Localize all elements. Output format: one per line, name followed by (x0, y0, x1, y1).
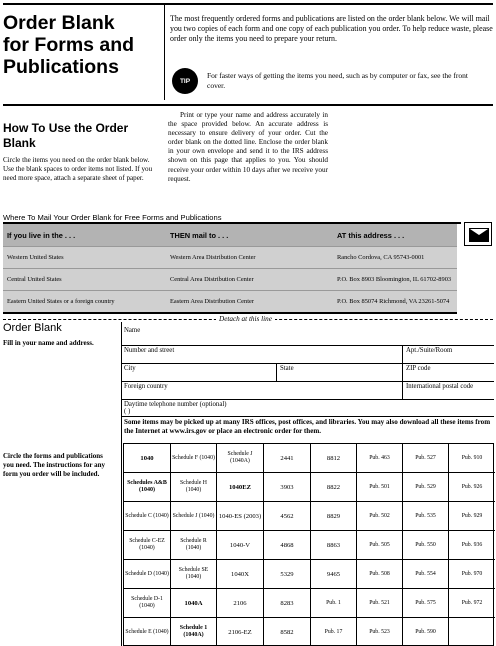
apt-label: Apt./Suite/Room (406, 347, 453, 354)
form-cell[interactable]: Schedule H (1040) (171, 473, 217, 502)
mail-divider (3, 268, 457, 269)
order-blank-title: Order Blank (3, 322, 62, 334)
howto-title-line-2: Blank (3, 136, 36, 150)
title-line-1: Order Blank (3, 12, 115, 34)
street-field[interactable] (124, 355, 402, 363)
form-cell[interactable]: 2106-EZ (217, 618, 264, 646)
form-cell[interactable]: Schedule D (1040) (124, 560, 171, 589)
form-cell[interactable]: 1040 (124, 444, 171, 473)
form-cell[interactable]: Pub. 529 (403, 473, 449, 502)
form-cell[interactable]: 8822 (311, 473, 357, 502)
form-cell[interactable]: Pub. 554 (403, 560, 449, 589)
form-cell[interactable]: Schedule C-EZ (1040) (124, 531, 171, 560)
title-line-2: for Forms and (3, 34, 135, 56)
field-rule (122, 363, 494, 364)
form-cell[interactable]: 4562 (264, 502, 311, 531)
form-cell[interactable]: Pub. 508 (357, 560, 403, 589)
form-cell[interactable]: 1040-V (217, 531, 264, 560)
mail-table-header (3, 224, 457, 246)
form-cell[interactable]: Pub. 502 (357, 502, 403, 531)
form-cell[interactable]: Schedules A&B (1040) (124, 473, 171, 502)
form-cell[interactable]: Schedule R (1040) (171, 531, 217, 560)
page-title (3, 12, 163, 78)
mail-region: Western United States (7, 253, 64, 261)
mail-header-address: AT this address . . . (337, 230, 405, 240)
form-cell[interactable]: 1040-ES (2003) (217, 502, 264, 531)
field-rule (122, 345, 494, 346)
mail-header-mail: THEN mail to . . . (170, 230, 229, 240)
form-cell[interactable]: Pub. 463 (357, 444, 403, 473)
form-cell[interactable]: Schedule J (1040A) (217, 444, 264, 473)
form-cell[interactable]: 2106 (217, 589, 264, 618)
field-rule (122, 381, 494, 382)
form-cell[interactable]: Pub. 972 (449, 589, 495, 618)
state-field[interactable] (278, 373, 402, 381)
zip-label: ZIP code (406, 365, 431, 372)
mail-address: Rancho Cordova, CA 95743-0001 (337, 253, 425, 261)
mail-row (3, 268, 457, 290)
form-cell[interactable]: Pub. 527 (403, 444, 449, 473)
intro-text: The most frequently ordered forms and publications are listed on the order blank below. We will mail you two copies of each form and one copy of each publication you order. To help reduce waste, please order only the items you need to prepare your return. (170, 14, 493, 43)
field-divider (276, 363, 277, 381)
form-cell[interactable]: 5329 (264, 560, 311, 589)
street-label: Number and street (124, 347, 175, 354)
top-rule (3, 3, 493, 5)
form-cell[interactable]: Pub. 970 (449, 560, 495, 589)
field-divider (402, 381, 403, 399)
form-cell[interactable]: Schedule E (1040) (124, 618, 171, 646)
mail-center: Eastern Area Distribution Center (170, 297, 254, 305)
form-cell[interactable]: 3903 (264, 473, 311, 502)
form-cell[interactable]: Pub. 550 (403, 531, 449, 560)
mail-address: P.O. Box 8903 Bloomington, IL 61702-8903 (337, 275, 452, 283)
envelope-icon (464, 222, 492, 246)
mail-center: Central Area Distribution Center (170, 275, 254, 283)
postal-field[interactable] (404, 391, 494, 399)
form-cell[interactable] (449, 618, 495, 646)
mail-row (3, 290, 457, 312)
section-rule (3, 104, 493, 106)
field-divider (402, 363, 403, 381)
postal-label: International postal code (406, 383, 474, 390)
howto-left-text: Circle the items you need on the order blank below. Use the blank spaces to order items not listed. If you need more space, attach a separate sheet of paper. (3, 156, 153, 182)
mail-bottom-rule (3, 312, 457, 314)
form-cell[interactable]: 8812 (311, 444, 357, 473)
phone-label: Daytime telephone number (optional) (124, 401, 227, 408)
mail-center: Western Area Distribution Center (170, 253, 256, 261)
mail-row (3, 246, 457, 268)
howto-title (3, 121, 163, 151)
form-cell[interactable]: Pub. 575 (403, 589, 449, 618)
form-cell[interactable]: 1040EZ (217, 473, 264, 502)
detach-label: Detach at this line (216, 315, 275, 323)
form-cell[interactable]: 8829 (311, 502, 357, 531)
form-cell[interactable]: Schedule 1 (1040A) (171, 618, 217, 646)
zip-field[interactable] (404, 373, 494, 381)
form-cell[interactable]: Schedule SE (1040) (171, 560, 217, 589)
form-cell[interactable]: Schedule J (1040) (171, 502, 217, 531)
circle-instruction: Circle the forms and publications you need. The instructions for any form you order will be included. (3, 452, 106, 478)
form-left-rule (121, 322, 122, 646)
form-cell[interactable]: Pub. 1 (311, 589, 357, 618)
mail-header-live: If you live in the . . . (7, 230, 76, 240)
form-cell[interactable]: Pub. 523 (357, 618, 403, 646)
tip-text: For faster ways of getting the items you need, such as by computer or fax, see the front cover. (207, 71, 468, 90)
field-rule (122, 399, 494, 400)
tip-icon (172, 68, 198, 94)
forms-grid (123, 443, 494, 646)
form-cell[interactable]: Schedule D-1 (1040) (124, 589, 171, 618)
phone-field[interactable]: ( ) (124, 408, 131, 415)
pickup-note: Some items may be picked up at many IRS offices, post offices, and libraries. You may also download all these items from the Internet at www.irs.gov or place an electronic order for them. (124, 418, 491, 435)
field-divider (402, 345, 403, 363)
howto-right-text: Print or type your name and address accurately in the space provided below. An accurate address is necessary to ensure delivery of your order. Cut the order blank on the dotted line. Enclose the order blank in your own envelope and send it to the IRS address shown on this page that applies to you. You should receive your order within 10 days after we receive your request. (168, 111, 328, 183)
column-divider (164, 4, 165, 100)
form-cell[interactable]: Schedule C (1040) (124, 502, 171, 531)
fill-in-instruction: Fill in your name and address. (3, 339, 94, 347)
tip-icon-label: TIP (179, 77, 191, 85)
form-cell[interactable]: 8863 (311, 531, 357, 560)
form-cell[interactable]: Schedule F (1040) (171, 444, 217, 473)
howto-title-line-1: How To Use the Order (3, 121, 129, 135)
city-label: City (124, 365, 136, 372)
mail-divider (3, 290, 457, 291)
state-label: State (280, 365, 294, 372)
form-cell[interactable]: 2441 (264, 444, 311, 473)
form-cell[interactable]: 1040A (171, 589, 217, 618)
form-cell[interactable]: 9465 (311, 560, 357, 589)
field-rule (122, 416, 494, 417)
form-cell[interactable]: Pub. 535 (403, 502, 449, 531)
form-cell[interactable]: Pub. 17 (311, 618, 357, 646)
mail-address: P.O. Box 85074 Richmond, VA 23261-5074 (337, 297, 450, 305)
city-field[interactable] (124, 373, 274, 381)
country-label: Foreign country (124, 383, 168, 390)
form-cell[interactable]: Pub. 936 (449, 531, 495, 560)
form-cell[interactable]: 4868 (264, 531, 311, 560)
form-cell[interactable]: 8283 (264, 589, 311, 618)
form-cell[interactable]: Pub. 521 (357, 589, 403, 618)
name-label: Name (124, 327, 141, 334)
apt-field[interactable] (404, 355, 494, 363)
mail-region: Central United States (7, 275, 62, 283)
mail-region: Eastern United States or a foreign country (7, 297, 115, 305)
form-cell[interactable]: Pub. 910 (449, 444, 495, 473)
form-cell[interactable]: Pub. 929 (449, 502, 495, 531)
form-cell[interactable]: Pub. 926 (449, 473, 495, 502)
form-cell[interactable]: Pub. 501 (357, 473, 403, 502)
mail-divider (3, 246, 457, 247)
mail-heading: Where To Mail Your Order Blank for Free Forms and Publications (3, 213, 222, 222)
country-field[interactable] (124, 391, 402, 399)
form-cell[interactable]: 8582 (264, 618, 311, 646)
form-cell[interactable]: Pub. 505 (357, 531, 403, 560)
title-line-3: Publications (3, 56, 119, 78)
form-cell[interactable]: Pub. 590 (403, 618, 449, 646)
form-cell[interactable]: 1040X (217, 560, 264, 589)
